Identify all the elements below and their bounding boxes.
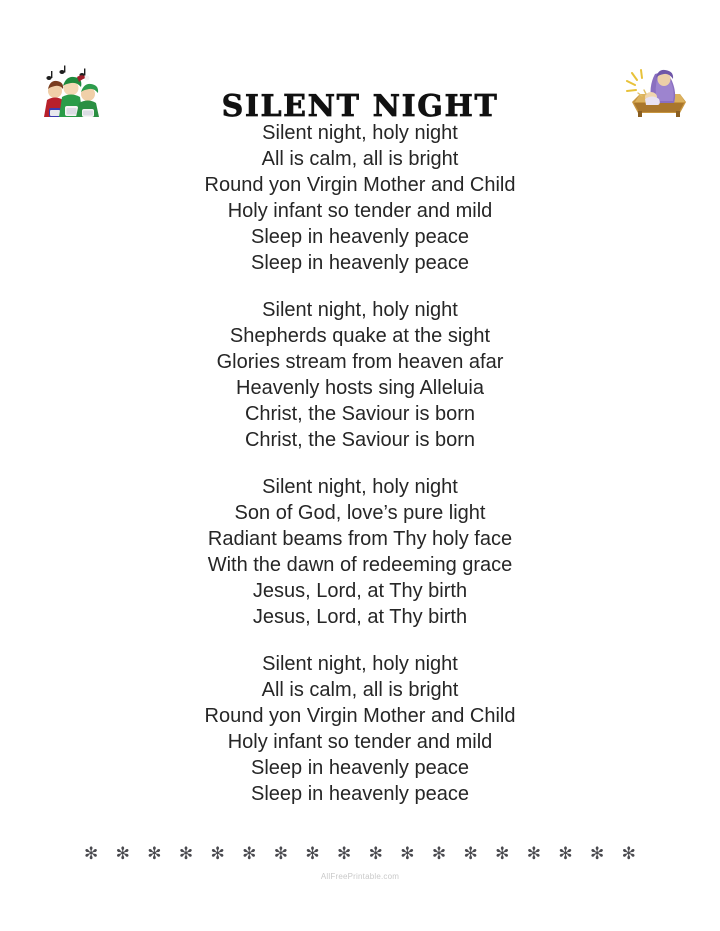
lyric-line: All is calm, all is bright	[261, 679, 459, 701]
lyric-line: Radiant beams from Thy holy face	[207, 528, 513, 550]
snowflake-icon: ✻	[84, 844, 99, 864]
snowflake-icon: ✻	[210, 844, 225, 864]
snowflake-icon: ✻	[147, 844, 162, 864]
verse	[0, 474, 720, 630]
snowflake-icon: ✻	[463, 844, 478, 864]
lyric-line: Christ, the Saviour is born	[244, 429, 476, 451]
lyric-line: Glories stream from heaven afar	[216, 351, 504, 373]
verse	[0, 120, 720, 276]
lyric-line: Jesus, Lord, at Thy birth	[252, 606, 468, 628]
lyric-line: Holy infant so tender and mild	[227, 731, 493, 753]
footer-watermark: AllFreePrintable.com	[320, 872, 400, 881]
lyrics-body	[0, 120, 720, 807]
lyric-line: All is calm, all is bright	[261, 148, 459, 170]
verse	[0, 651, 720, 807]
snowflake-icon: ✻	[368, 844, 383, 864]
lyric-line: Jesus, Lord, at Thy birth	[252, 580, 468, 602]
lyric-line: Silent night, holy night	[262, 653, 458, 675]
lyric-line: Silent night, holy night	[262, 299, 458, 321]
snowflake-icon: ✻	[305, 844, 320, 864]
verse	[0, 297, 720, 453]
snowflake-icon: ✻	[558, 844, 573, 864]
snowflake-icon: ✻	[400, 844, 415, 864]
snowflake-icon: ✻	[337, 844, 352, 864]
lyric-line: With the dawn of redeeming grace	[207, 554, 513, 576]
snowflake-icon: ✻	[495, 844, 510, 864]
lyric-line: Sleep in heavenly peace	[251, 757, 469, 779]
lyric-line: Silent night, holy night	[262, 476, 458, 498]
snowflake-border	[84, 846, 636, 863]
page-title: SILENT NIGHT	[221, 89, 499, 125]
snowflake-icon: ✻	[242, 844, 257, 864]
lyric-line: Son of God, love’s pure light	[234, 502, 486, 524]
snowflake-icon: ✻	[273, 844, 288, 864]
snowflake-icon: ✻	[526, 844, 541, 864]
lyric-line: Round yon Virgin Mother and Child	[204, 174, 516, 196]
snowflake-icon: ✻	[590, 844, 605, 864]
nativity-manger-icon	[622, 60, 696, 118]
lyric-line: Silent night, holy night	[262, 122, 458, 144]
page-header	[0, 28, 720, 125]
snowflake-icon: ✻	[621, 844, 636, 864]
snowflake-icon: ✻	[178, 844, 194, 864]
lyric-line: Holy infant so tender and mild	[227, 200, 493, 222]
lyric-line: Sleep in heavenly peace	[251, 783, 469, 805]
lyric-line: Christ, the Saviour is born	[244, 403, 476, 425]
lyric-line: Sleep in heavenly peace	[251, 252, 469, 274]
lyric-line: Round yon Virgin Mother and Child	[204, 705, 516, 727]
lyric-line: Shepherds quake at the sight	[229, 325, 491, 347]
lyric-line: Sleep in heavenly peace	[251, 226, 469, 248]
snowflake-icon: ✻	[115, 844, 130, 864]
snowflake-icon: ✻	[431, 844, 447, 864]
lyric-line: Heavenly hosts sing Alleluia	[236, 377, 484, 399]
